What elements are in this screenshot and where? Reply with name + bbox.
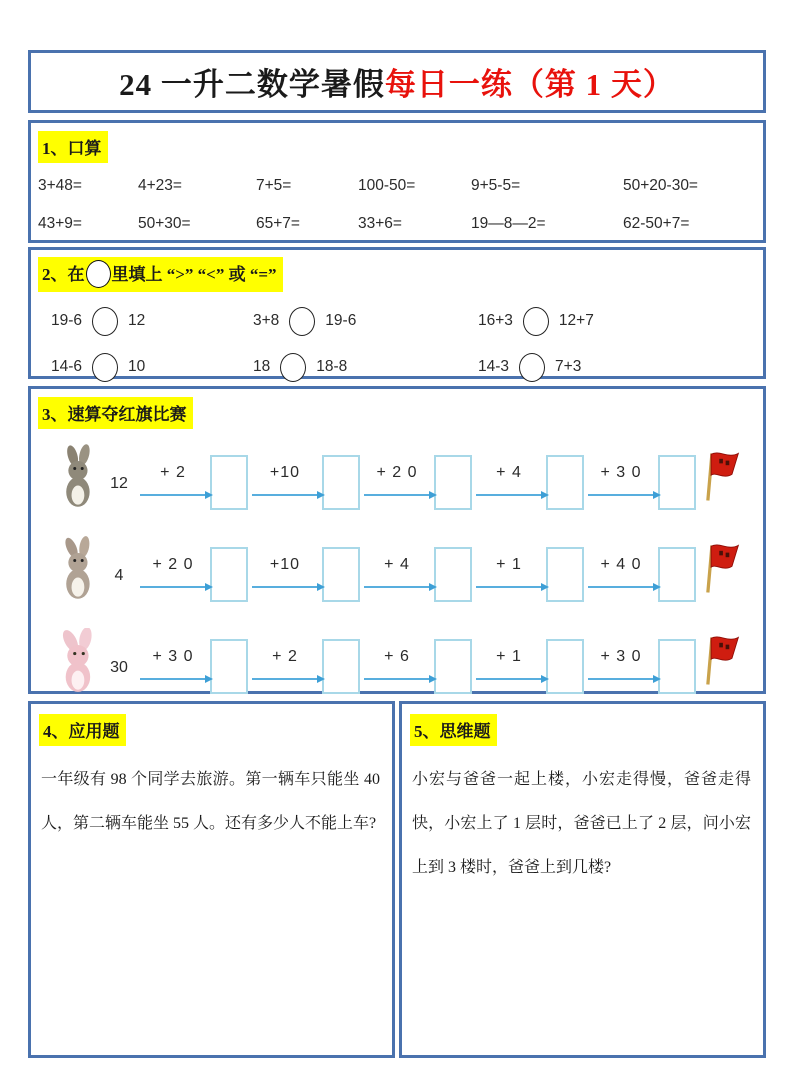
race-row-1	[38, 433, 763, 521]
race-step: + 4 0	[584, 550, 658, 588]
race-step: +10	[248, 458, 322, 496]
bottom-sections	[28, 701, 766, 1058]
section-oral-calculation	[28, 120, 766, 243]
math-problem: 65+7=	[256, 215, 300, 232]
race-step: + 6	[360, 642, 434, 680]
title-red-part: 每日一练（第 1 天）	[384, 67, 675, 102]
race-start-number: 30	[110, 659, 128, 676]
race-step: + 2	[248, 642, 322, 680]
answer-box[interactable]	[434, 455, 472, 510]
arrow-right-icon	[252, 586, 318, 588]
circle-placeholder-icon	[86, 260, 111, 288]
answer-box[interactable]	[658, 547, 696, 602]
section2-heading	[38, 257, 283, 292]
math-problem: 43+9=	[38, 215, 82, 232]
section-speed-race	[28, 386, 766, 694]
race-step: + 2	[136, 458, 210, 496]
answer-box[interactable]	[546, 455, 584, 510]
worksheet-page	[28, 50, 766, 1058]
arrow-right-icon	[588, 494, 654, 496]
answer-box[interactable]	[210, 455, 248, 510]
race-step: + 1	[472, 642, 546, 680]
race-start-number: 4	[114, 567, 124, 584]
thinking-problem-text: 小宏与爸爸一起上楼，小宏走得慢，爸爸走得快，小宏上了 1 层时，爸爸已上了 2 层，问小宏上到 3 楼时，爸爸上到几楼?	[412, 771, 751, 876]
arrow-right-icon	[252, 678, 318, 680]
comparison-item: 14-3 7+3	[478, 350, 763, 384]
math-problem: 4+23=	[138, 177, 182, 194]
race-step: + 3 0	[584, 642, 658, 680]
answer-circle[interactable]	[92, 353, 118, 382]
comparison-grid	[38, 304, 763, 384]
section4-heading: 4、应用题	[39, 714, 126, 746]
section5-heading: 5、思维题	[410, 714, 497, 746]
race-step: +10	[248, 550, 322, 588]
comparison-item: 19-6 12	[51, 304, 253, 338]
math-problem: 62-50+7=	[623, 215, 690, 232]
comparison-item: 3+8 19-6	[253, 304, 478, 338]
pink-bunny-icon	[56, 628, 102, 694]
race-step: + 3 0	[136, 642, 210, 680]
arrow-right-icon	[476, 586, 542, 588]
arrow-right-icon	[140, 678, 206, 680]
answer-circle[interactable]	[280, 353, 306, 382]
math-problem: 7+5=	[256, 177, 292, 194]
math-problem: 50+30=	[138, 215, 191, 232]
answer-box[interactable]	[322, 455, 360, 510]
answer-box[interactable]	[434, 639, 472, 694]
gray-bunny-icon	[56, 444, 102, 510]
arrow-right-icon	[364, 586, 430, 588]
section2-heading-prefix: 2、在	[42, 265, 85, 284]
arrow-right-icon	[364, 678, 430, 680]
page-title	[119, 59, 675, 104]
answer-box[interactable]	[210, 547, 248, 602]
finish-flag-icon	[696, 447, 742, 507]
answer-circle[interactable]	[92, 307, 118, 336]
arrow-right-icon	[588, 678, 654, 680]
race-step: + 4	[472, 458, 546, 496]
finish-flag-icon	[696, 539, 742, 599]
arrow-right-icon	[476, 678, 542, 680]
answer-box[interactable]	[322, 639, 360, 694]
answer-box[interactable]	[658, 455, 696, 510]
arrow-right-icon	[588, 586, 654, 588]
race-step: + 3 0	[584, 458, 658, 496]
math-problem: 3+48=	[38, 177, 82, 194]
answer-box[interactable]	[322, 547, 360, 602]
race-step: + 2 0	[136, 550, 210, 588]
title-black-part: 24 一升二数学暑假	[119, 67, 385, 102]
section3-heading: 3、速算夺红旗比赛	[38, 397, 193, 429]
answer-circle[interactable]	[519, 353, 545, 382]
math-problem: 50+20-30=	[623, 177, 698, 194]
section2-heading-suffix: 里填上 “>” “<” 或 “=”	[111, 265, 277, 284]
comparison-item: 14-6 10	[51, 350, 253, 384]
race-step: + 4	[360, 550, 434, 588]
math-problem: 9+5-5=	[471, 177, 521, 194]
brown-bunny-icon	[56, 536, 102, 602]
answer-box[interactable]	[210, 639, 248, 694]
answer-circle[interactable]	[289, 307, 315, 336]
math-problem: 100-50=	[358, 177, 416, 194]
answer-box[interactable]	[658, 639, 696, 694]
arrow-right-icon	[252, 494, 318, 496]
arrow-right-icon	[364, 494, 430, 496]
answer-circle[interactable]	[523, 307, 549, 336]
finish-flag-icon	[696, 631, 742, 691]
math-problem: 33+6=	[358, 215, 402, 232]
comparison-item: 16+3 12+7	[478, 304, 763, 338]
race-step: + 2 0	[360, 458, 434, 496]
answer-box[interactable]	[546, 639, 584, 694]
arrow-right-icon	[140, 494, 206, 496]
race-step: + 1	[472, 550, 546, 588]
section-thinking-problem	[399, 701, 766, 1058]
section-comparison	[28, 247, 766, 379]
math-problem: 19—8—2=	[471, 215, 546, 232]
section-word-problem	[28, 701, 395, 1058]
race-row-3	[38, 617, 763, 705]
answer-box[interactable]	[546, 547, 584, 602]
oral-calculation-grid	[38, 177, 763, 233]
arrow-right-icon	[476, 494, 542, 496]
answer-box[interactable]	[434, 547, 472, 602]
word-problem-text: 一年级有 98 个同学去旅游。第一辆车只能坐 40 人，第二辆车能坐 55 人。还有多少人不能上车?	[41, 771, 380, 832]
race-row-2	[38, 525, 763, 613]
race-start-number: 12	[110, 475, 128, 492]
arrow-right-icon	[140, 586, 206, 588]
title-box	[28, 50, 766, 113]
comparison-item: 18 18-8	[253, 350, 478, 384]
section1-heading: 1、口算	[38, 131, 108, 163]
